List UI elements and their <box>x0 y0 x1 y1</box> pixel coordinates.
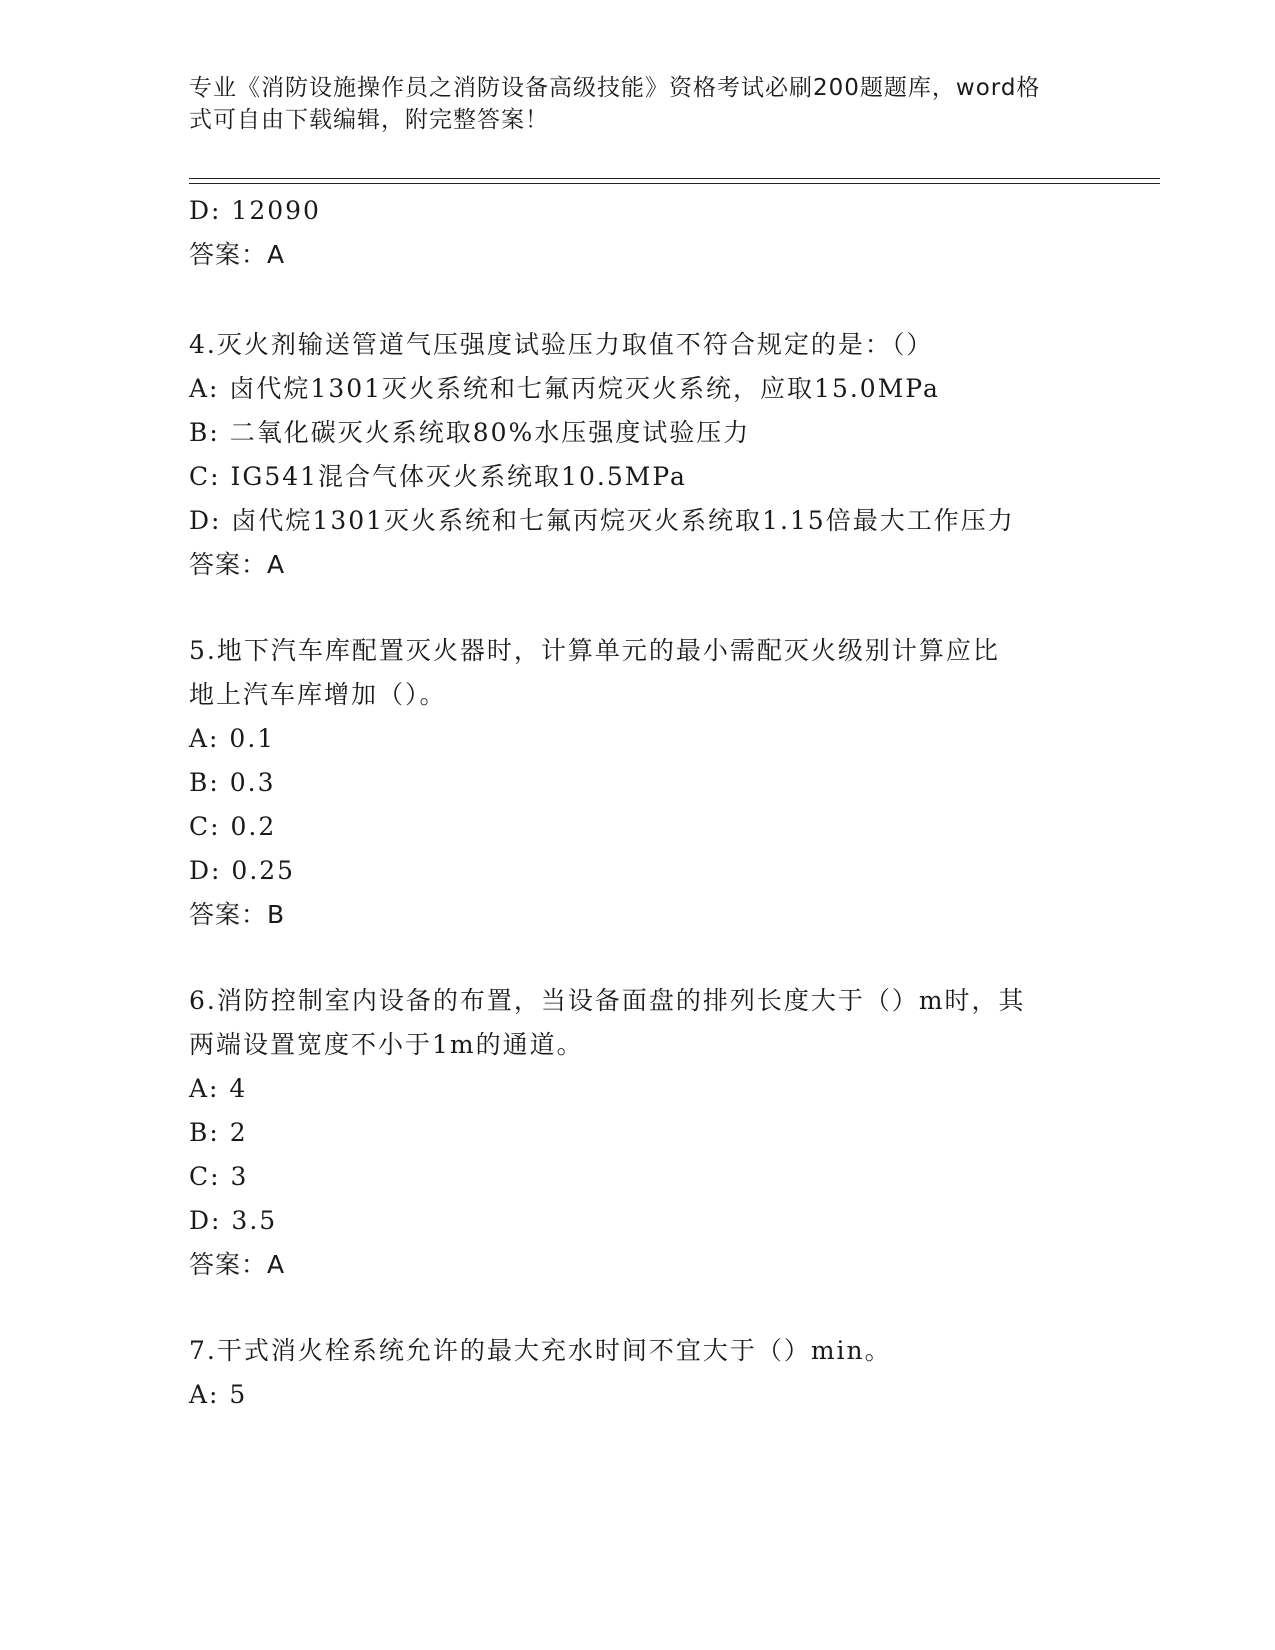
question-4-answer: 答案：A <box>189 550 286 579</box>
question-5-option-d: D: 0.25 <box>189 856 296 885</box>
question-6-stem-line-1: 6.消防控制室内设备的布置，当设备面盘的排列长度大于（）m时，其 <box>189 986 1026 1015</box>
question-5-option-c: C: 0.2 <box>189 812 277 841</box>
question-5-answer: 答案：B <box>189 900 286 929</box>
question-6-stem-line-2: 两端设置宽度不小于1m的通道。 <box>189 1030 584 1059</box>
question-4-option-c: C: IG541混合气体灭火系统取10.5MPa <box>189 462 687 491</box>
header-divider-bottom <box>189 183 1160 184</box>
question-4-option-b: B: 二氧化碳灭火系统取80%水压强度试验压力 <box>189 418 751 447</box>
question-6-option-a: A: 4 <box>189 1074 248 1103</box>
question-5-stem-line-2: 地上汽车库增加（）。 <box>189 680 447 709</box>
header-line-2: 式可自由下载编辑，附完整答案！ <box>189 107 549 133</box>
question-5-option-b: B: 0.3 <box>189 768 276 797</box>
question-4-stem: 4.灭火剂输送管道气压强度试验压力取值不符合规定的是：（） <box>189 330 934 359</box>
question-7-option-a: A: 5 <box>189 1380 248 1409</box>
header-line-1: 专业《消防设施操作员之消防设备高级技能》资格考试必刷200题题库，word格 <box>189 75 1041 101</box>
header-divider-top <box>189 178 1160 179</box>
prev-option-d: D: 12090 <box>189 196 321 225</box>
document-header <box>189 72 1089 136</box>
prev-answer: 答案：A <box>189 240 286 269</box>
question-7-stem: 7.干式消火栓系统允许的最大充水时间不宜大于（）min。 <box>189 1336 892 1365</box>
question-6-option-d: D: 3.5 <box>189 1206 278 1235</box>
question-5-stem-line-1: 5.地下汽车库配置灭火器时，计算单元的最小需配灭火级别计算应比 <box>189 636 1000 665</box>
question-4-option-a: A: 卤代烷1301灭火系统和七氟丙烷灭火系统，应取15.0MPa <box>189 374 940 403</box>
question-6-option-c: C: 3 <box>189 1162 249 1191</box>
question-5-option-a: A: 0.1 <box>189 724 276 753</box>
question-4-option-d: D: 卤代烷1301灭火系统和七氟丙烷灭火系统取1.15倍最大工作压力 <box>189 506 1015 535</box>
question-6-answer: 答案：A <box>189 1250 286 1279</box>
question-6-option-b: B: 2 <box>189 1118 248 1147</box>
